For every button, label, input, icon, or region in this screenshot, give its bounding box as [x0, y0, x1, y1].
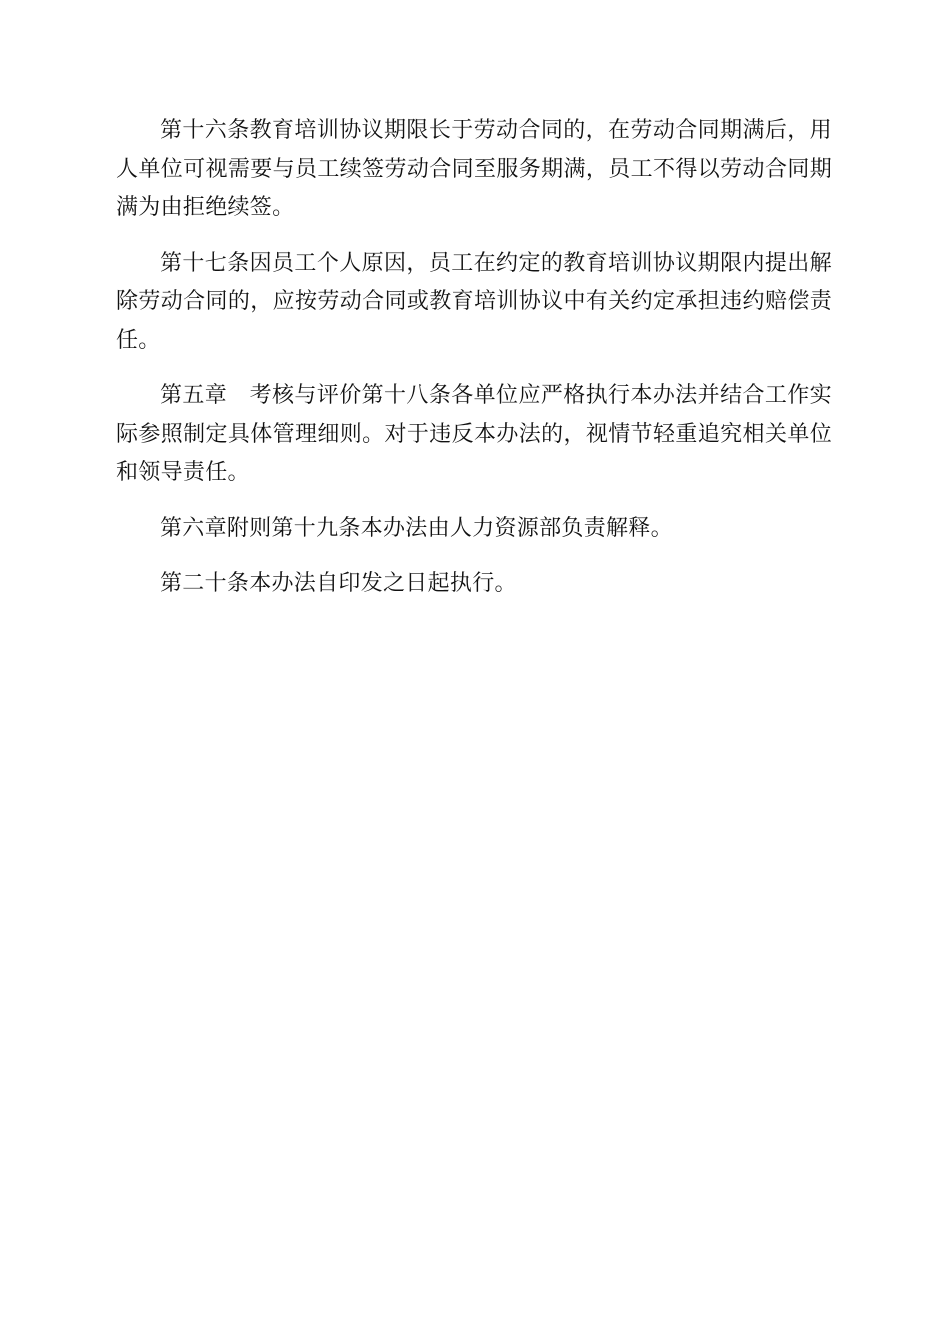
document-body [116, 112, 832, 621]
chapter-5-article-18-paragraph: 第五章 考核与评价第十八条各单位应严格执行本办法并结合工作实际参照制定具体管理细则。对于违反本办法的，视情节轻重追究相关单位和领导责任。 [116, 383, 832, 485]
chapter-6-article-19-paragraph: 第六章附则第十九条本办法由人力资源部负责解释。 [160, 515, 673, 541]
article-17-paragraph: 第十七条因员工个人原因，员工在约定的教育培训协议期限内提出解除劳动合同的，应按劳动合同或教育培训协议中有关约定承担违约赔偿责任。 [116, 250, 832, 353]
article-16-paragraph: 第十六条教育培训协议期限长于劳动合同的，在劳动合同期满后，用人单位可视需要与员工续签劳动合同至服务期满，员工不得以劳动合同期满为由拒绝续签。 [116, 118, 832, 220]
article-20-paragraph: 第二十条本办法自印发之日起执行。 [160, 571, 517, 596]
